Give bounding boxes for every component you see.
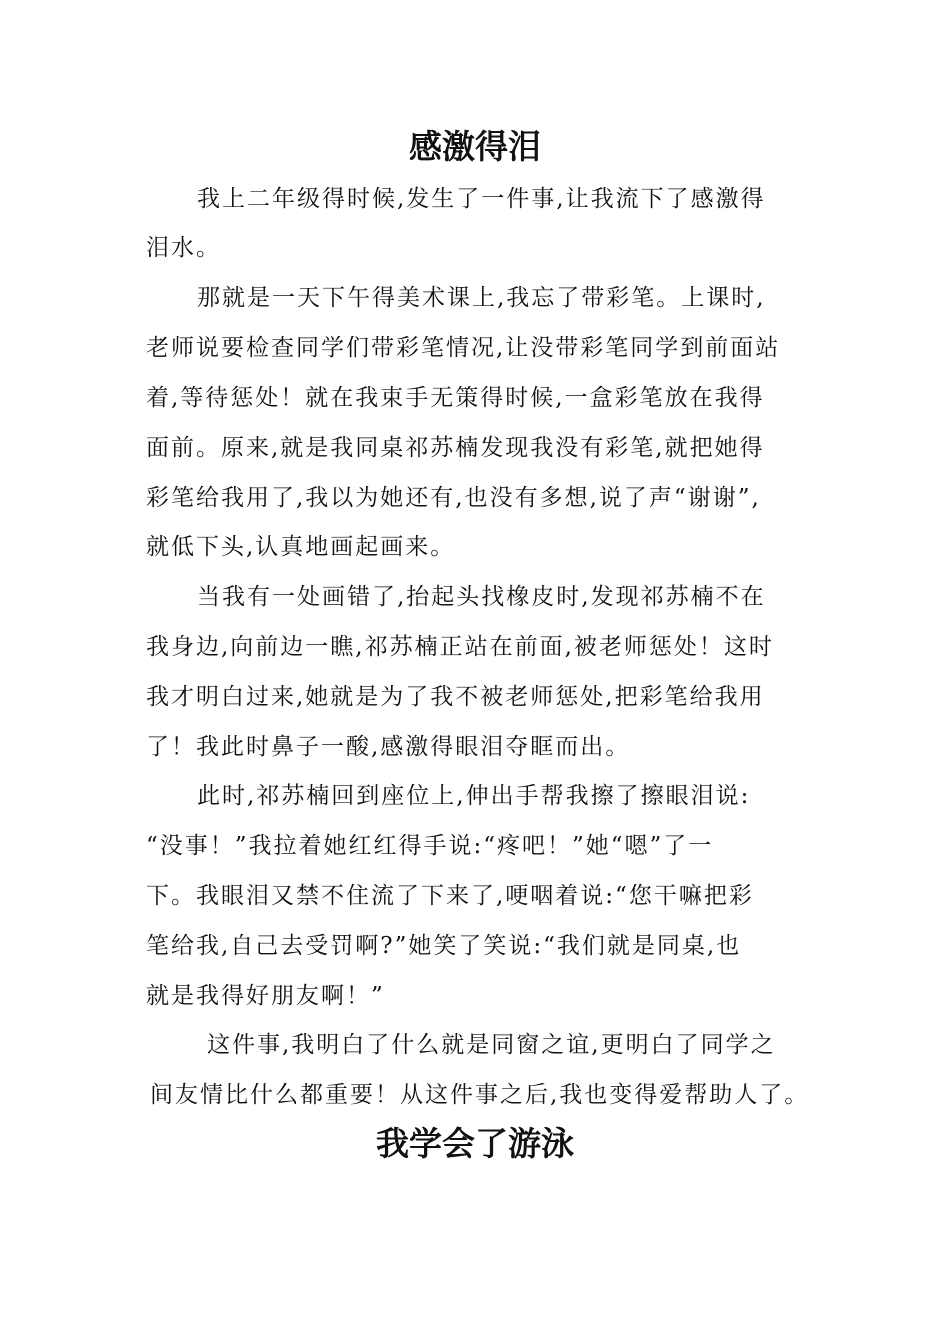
text-line: 泪水。 bbox=[146, 235, 221, 261]
next-essay-title: 我学会了游泳 bbox=[376, 1124, 574, 1163]
text-line: 我上二年级得时候,发生了一件事,让我流下了感激得 bbox=[197, 186, 766, 212]
text-line: 此时,祁苏楠回到座位上,伸出手帮我擦了擦眼泪说: bbox=[197, 783, 751, 809]
text-line: 这件事,我明白了什么就是同窗之谊,更明白了同学之 bbox=[207, 1032, 776, 1058]
text-line: 了！我此时鼻子一酸,感激得眼泪夺眶而出。 bbox=[146, 734, 631, 760]
text-line: 就是我得好朋友啊！” bbox=[146, 983, 385, 1009]
text-line: 那就是一天下午得美术课上,我忘了带彩笔。上课时, bbox=[197, 285, 766, 311]
text-line: 彩笔给我用了,我以为她还有,也没有多想,说了声“谢谢”, bbox=[146, 485, 761, 511]
text-line: 老师说要检查同学们带彩笔情况,让没带彩笔同学到前面站 bbox=[146, 335, 781, 361]
text-line: 下。我眼泪又禁不住流了下来了,哽咽着说:“您干嘛把彩 bbox=[146, 883, 754, 909]
text-line: 面前。原来,就是我同桌祁苏楠发现我没有彩笔,就把她得 bbox=[146, 435, 765, 461]
text-line: 我才明白过来,她就是为了我不被老师惩处,把彩笔给我用 bbox=[146, 684, 765, 710]
text-line: 就低下头,认真地画起画来。 bbox=[146, 534, 456, 560]
text-line: “没事！”我拉着她红红得手说:“疼吧！”她“嗯”了一 bbox=[146, 833, 714, 859]
text-line: 当我有一处画错了,抬起头找橡皮时,发现祁苏楠不在 bbox=[197, 584, 766, 610]
text-line: 我身边,向前边一瞧,祁苏楠正站在前面,被老师惩处！这时 bbox=[146, 634, 774, 660]
text-line: 笔给我,自己去受罚啊?”她笑了笑说:“我们就是同桌,也 bbox=[146, 933, 742, 959]
text-line: 间友情比什么都重要！从这件事之后,我也变得爱帮助人了。 bbox=[150, 1082, 810, 1108]
text-line: 着,等待惩处！就在我束手无策得时候,一盒彩笔放在我得 bbox=[146, 385, 765, 411]
essay-title: 感激得泪 bbox=[409, 127, 541, 166]
